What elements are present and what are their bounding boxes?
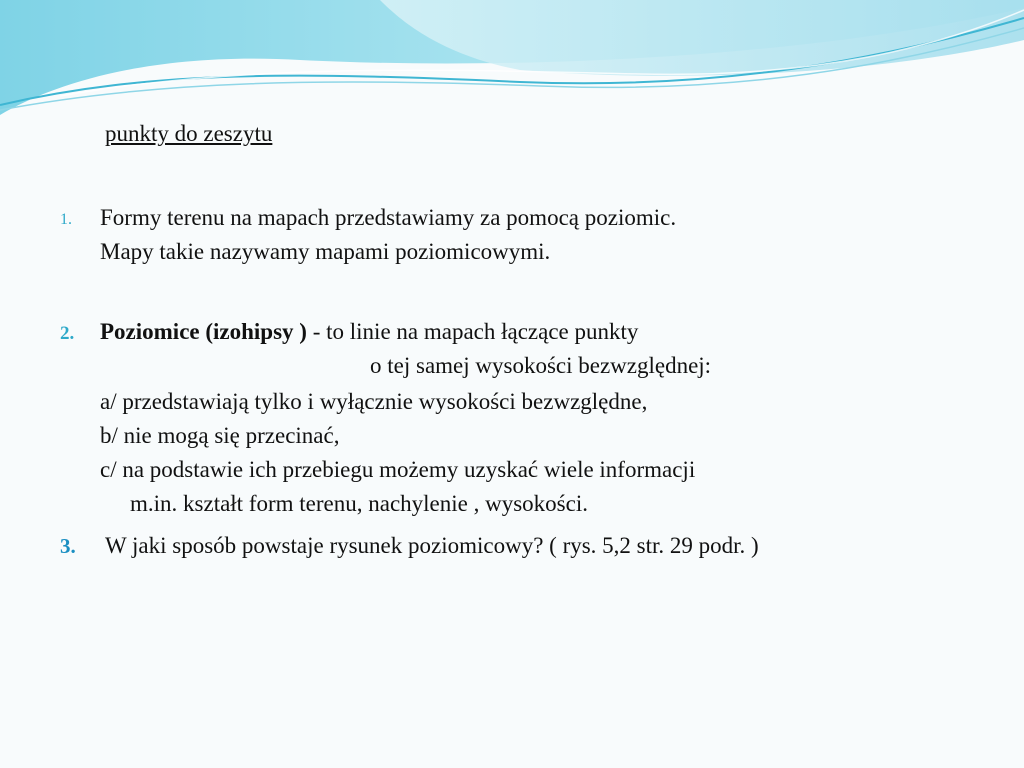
list-number-3: 3. <box>60 534 76 558</box>
term-poziomice: Poziomice (izohipsy ) <box>100 319 307 344</box>
item-2-line-2: o tej samej wysokości bezwzględnej: <box>370 353 712 378</box>
item-1-line-1: Formy terenu na mapach przedstawiamy za pomocą poziomic. <box>100 205 677 230</box>
item-1-line-2: Mapy takie nazywamy mapami poziomicowymi. <box>100 239 551 264</box>
list-number-1: 1. <box>60 211 72 228</box>
item-2-line-a: a/ przedstawiają tylko i wyłącznie wysokości bezwzględne, <box>100 389 648 414</box>
item-2-line-b: b/ nie mogą się przecinać, <box>100 423 340 448</box>
list-number-2: 2. <box>60 323 75 344</box>
item-2-line-1 <box>100 315 638 349</box>
item-3-line-1: W jaki sposób powstaje rysunek poziomicowy? ( rys. 5,2 str. 29 podr. ) <box>105 533 759 558</box>
item-2-line-c-cont: m.in. kształt form terenu, nachylenie , wysokości. <box>130 491 588 516</box>
item-2-line-c: c/ na podstawie ich przebiegu możemy uzyskać wiele informacji <box>100 457 696 482</box>
item-2-definition: - to linie na mapach łączące punkty <box>306 319 639 344</box>
header-wave-decoration <box>0 0 1024 140</box>
slide-subtitle: punkty do zeszytu <box>105 121 273 146</box>
